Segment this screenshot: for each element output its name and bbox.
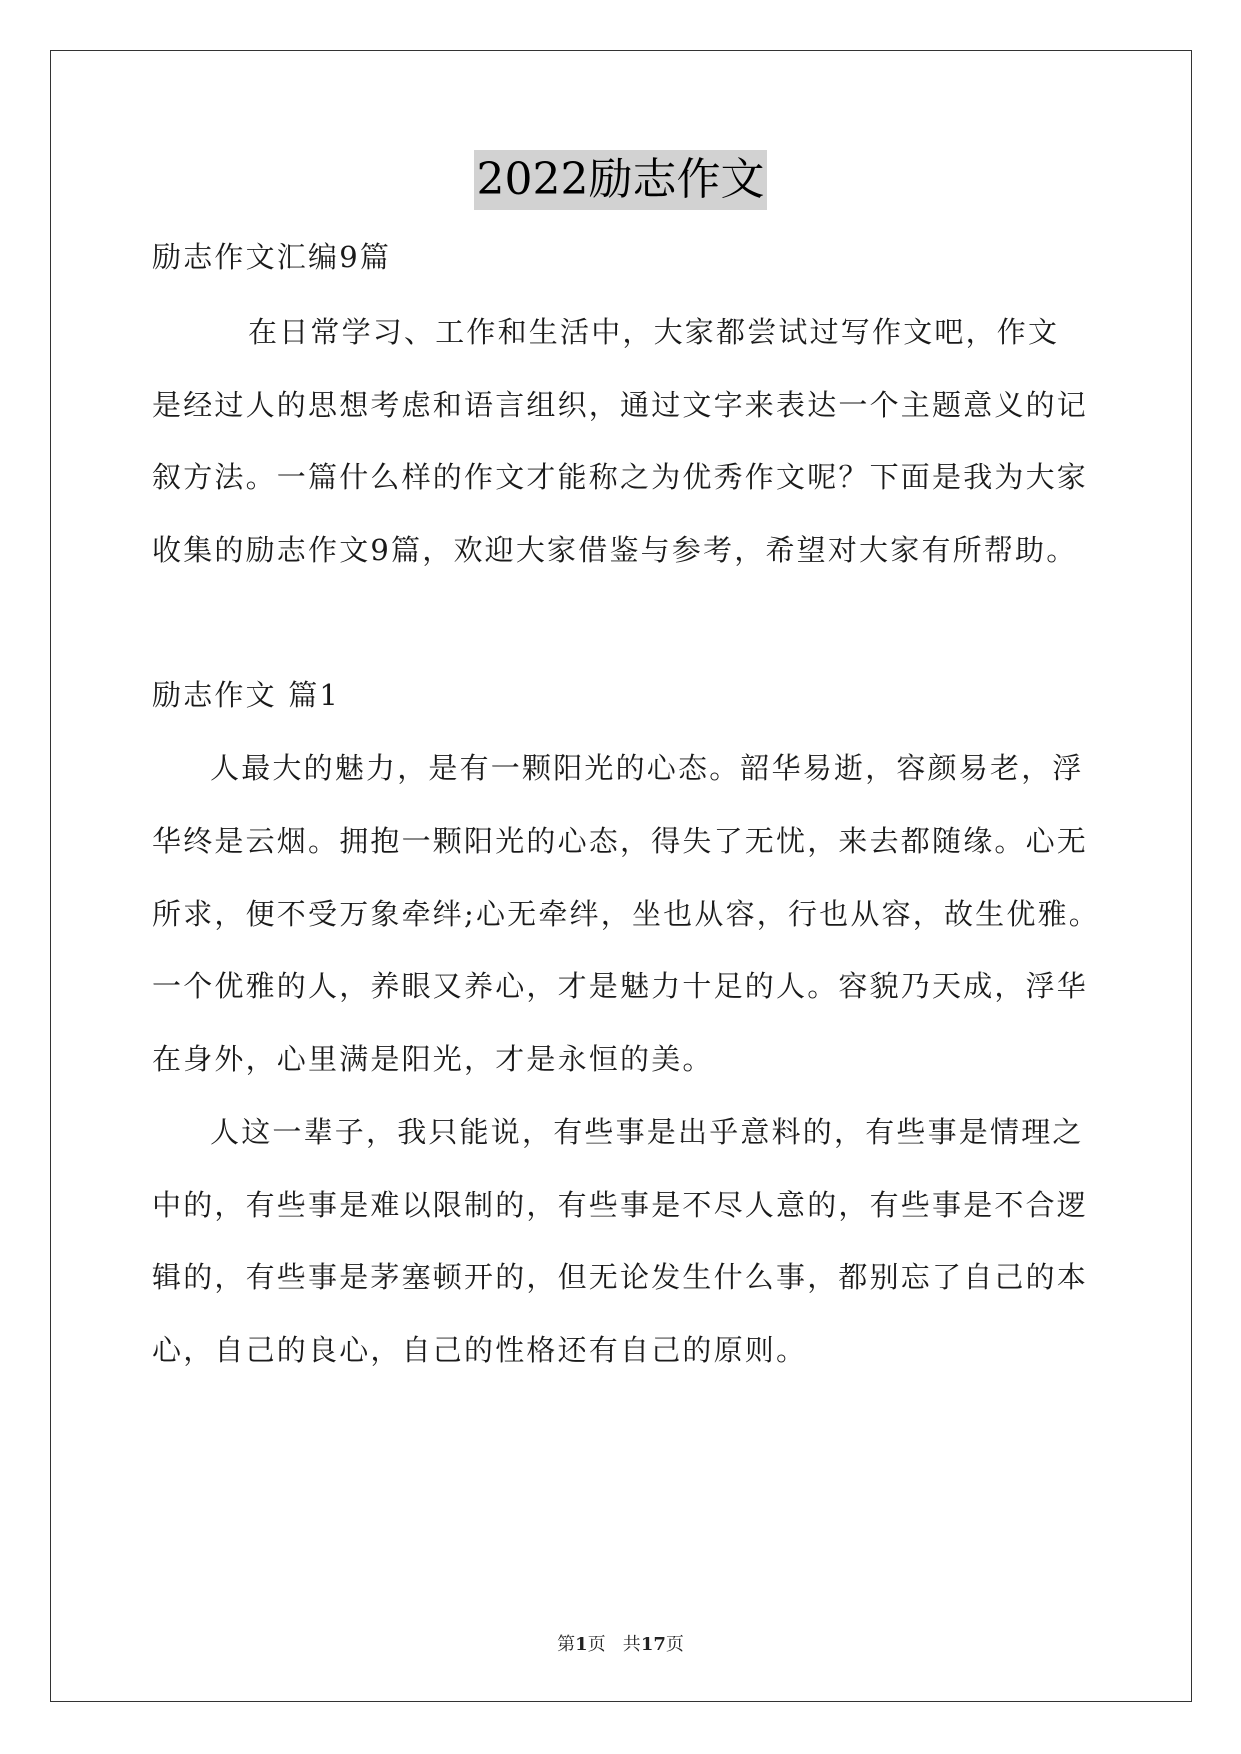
title-container	[0, 150, 1241, 210]
page-border	[50, 50, 1192, 1702]
paragraph-line: 一个优雅的人，养眼又养心，才是魅力十足的人。容貌乃天成，浮华	[152, 969, 1089, 1003]
intro-line: 收集的励志作文9篇，欢迎大家借鉴与参考，希望对大家有所帮助。	[152, 533, 1078, 567]
subtitle: 励志作文汇编9篇	[152, 240, 392, 274]
paragraph-line: 华终是云烟。拥抱一颗阳光的心态，得失了无忧，来去都随缘。心无	[152, 824, 1089, 858]
current-page-number: 1	[575, 1634, 588, 1655]
paragraph-line: 人最大的魅力，是有一颗阳光的心态。韶华易逝，容颜易老，浮	[210, 751, 1084, 785]
paragraph-line: 中的，有些事是难以限制的，有些事是不尽人意的，有些事是不合逻	[152, 1188, 1089, 1222]
total-pages-number: 17	[640, 1634, 666, 1655]
paragraph-line: 辑的，有些事是茅塞顿开的，但无论发生什么事，都别忘了自己的本	[152, 1260, 1089, 1294]
footer-prefix: 第	[557, 1634, 576, 1655]
footer-middle: 页 共	[587, 1634, 641, 1655]
intro-line: 在日常学习、工作和生活中，大家都尝试过写作文吧，作文	[248, 315, 1060, 349]
page-footer	[0, 1630, 1241, 1656]
intro-line: 是经过人的思想考虑和语言组织，通过文字来表达一个主题意义的记	[152, 388, 1089, 422]
intro-line: 叙方法。一篇什么样的作文才能称之为优秀作文呢？下面是我为大家	[152, 460, 1089, 494]
section-heading: 励志作文 篇1	[152, 678, 341, 712]
document-title: 2022励志作文	[474, 150, 768, 210]
paragraph-line: 在身外，心里满是阳光，才是永恒的美。	[152, 1042, 714, 1076]
paragraph-line: 人这一辈子，我只能说，有些事是出乎意料的，有些事是情理之	[210, 1115, 1084, 1149]
paragraph-line: 心，自己的良心，自己的性格还有自己的原则。	[152, 1333, 808, 1367]
footer-suffix: 页	[665, 1634, 684, 1655]
paragraph-line: 所求，便不受万象牵绊;心无牵绊，坐也从容，行也从容，故生优雅。	[152, 897, 1100, 931]
